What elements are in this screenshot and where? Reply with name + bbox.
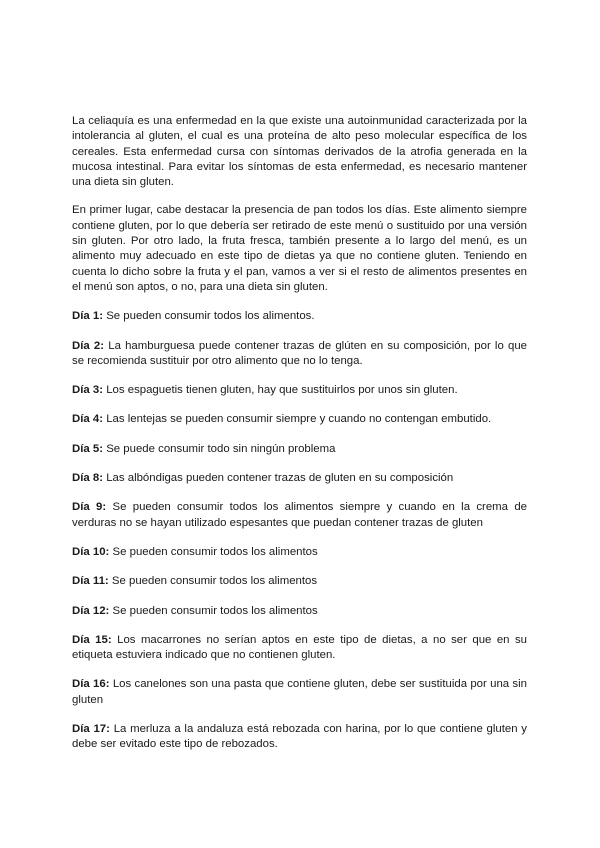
day-label: Día 12: (72, 604, 110, 617)
day-label: Día 11: (72, 575, 109, 588)
day-entry-10 (72, 545, 527, 560)
intro-paragraph-1: La celiaquía es una enfermedad en la que existe una autoinmunidad caracterizada por la intolerancia al gluten, el cual es una proteína de alto peso molecular específica de los cereales. Esta enfermedad cursa con síntomas derivados de la atrofia generada en la mucosa intestinal. Para evitar los síntomas de esta enfermedad, es necesario mantener una dieta sin gluten. (72, 115, 527, 189)
day-text: La merluza a la andaluza está rebozada con harina, por lo que contiene gluten y debe ser evitado este tipo de rebozados. (72, 723, 528, 751)
day-text: Se pueden consumir todos los alimentos (111, 575, 318, 588)
day-text: Se pueden consumir todos los alimentos (112, 545, 318, 558)
day-label: Día 4: (72, 413, 104, 426)
day-entry-5 (72, 442, 527, 457)
day-text: Las lentejas se pueden consumir siempre y cuando no contengan embutido. (106, 413, 492, 426)
day-label: Día 17: (72, 723, 110, 736)
document-page (72, 114, 527, 767)
day-entry-9 (72, 500, 527, 531)
day-text: Los macarrones no serían aptos en este tipo de dietas, a no ser que en su etiqueta estuviera indicado que no contienen gluten. (72, 633, 528, 662)
day-entry-16 (72, 677, 527, 708)
day-entry-11 (72, 574, 527, 589)
day-label: Día 8: (72, 472, 104, 485)
day-entry-12 (72, 604, 527, 619)
day-entry-15 (72, 633, 527, 664)
day-label: Día 1: (72, 310, 104, 323)
day-entry-2 (72, 339, 527, 370)
day-entry-17 (72, 722, 527, 753)
day-label: Día 9: (72, 501, 107, 514)
day-label: Día 2: (72, 339, 105, 352)
day-text: Se pueden consumir todos los alimentos. (106, 310, 315, 323)
day-text: Se pueden consumir todos los alimentos siempre y cuando en la crema de verduras no se hayan utilizado espesantes que puedan contener trazas de gluten (72, 501, 527, 529)
day-label: Día 16: (72, 678, 110, 691)
day-entry-1 (72, 309, 527, 324)
day-label: Día 3: (72, 384, 104, 397)
day-text: Se puede consumir todo sin ningún problema (106, 442, 336, 455)
day-entry-8 (72, 471, 527, 486)
day-label: Día 5: (72, 442, 104, 455)
day-entry-4 (72, 412, 527, 427)
day-text: Las albóndigas pueden contener trazas de gluten en su composición (106, 472, 454, 485)
intro-paragraph-2: En primer lugar, cabe destacar la presencia de pan todos los días. Este alimento siempre contiene gluten, por lo que debería ser retirado de este menú o sustituido por una versión sin gluten. Por otro lado, la fruta fresca, también presente a lo largo del menú, es un alimento muy adecuado en este tipo de dietas ya que no contiene gluten. Teniendo en cuenta lo dicho sobre la fruta y el pan, vamos a ver si el resto de alimentos presentes en el menú son aptos, o no, para una dieta sin gluten. (72, 204, 527, 293)
day-text: Se pueden consumir todos los alimentos (112, 604, 318, 617)
day-text: Los espaguetis tienen gluten, hay que sustituirlos por unos sin gluten. (106, 384, 458, 397)
day-entry-3 (72, 383, 527, 398)
day-text: La hamburguesa puede contener trazas de glúten en su composición, por lo que se recomienda sustituir por otro alimento que no lo tenga. (72, 339, 527, 367)
day-text: Los canelones son una pasta que contiene gluten, debe ser sustituida por una sin gluten (72, 678, 527, 706)
day-label: Día 15: (72, 633, 112, 646)
day-label: Día 10: (72, 545, 110, 558)
